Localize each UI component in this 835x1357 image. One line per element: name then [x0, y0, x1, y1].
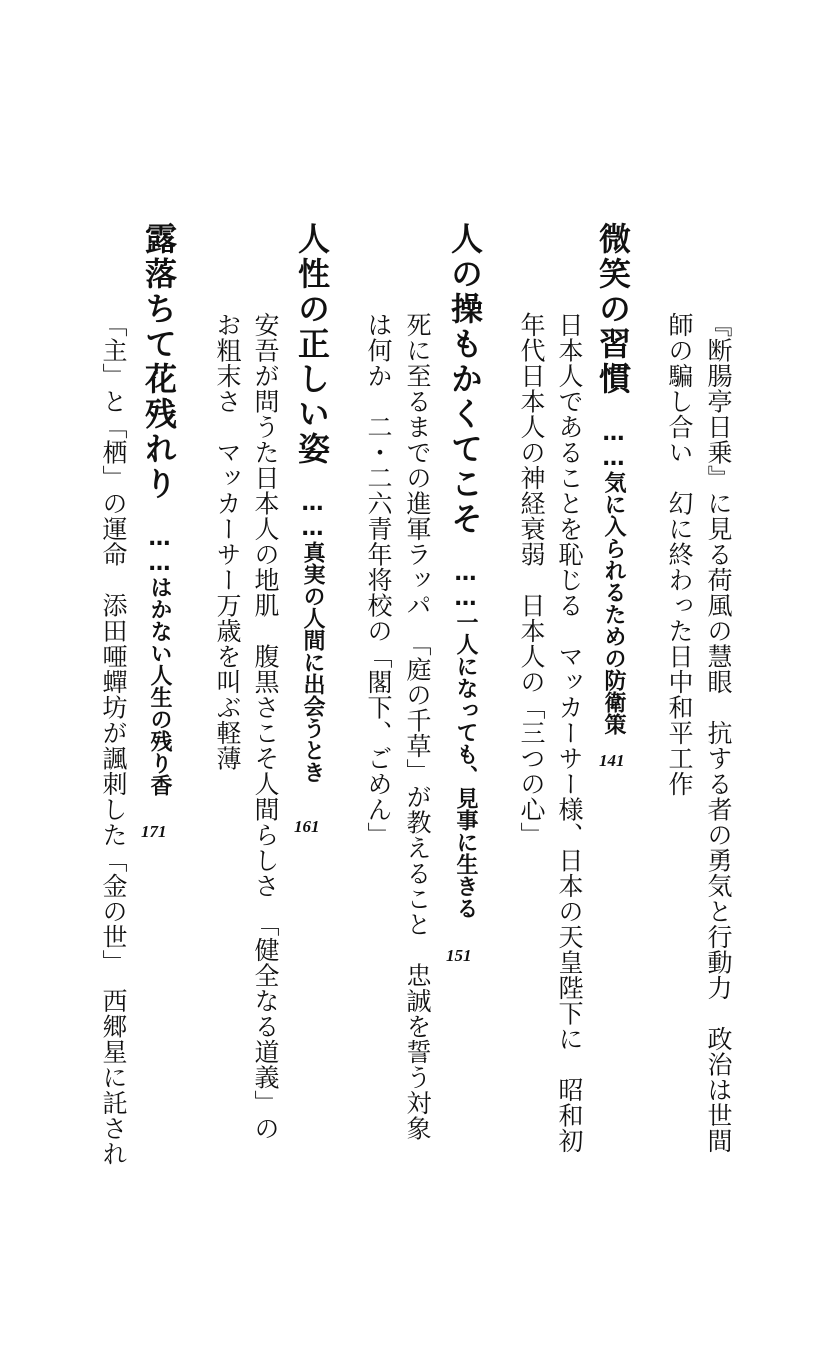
chapter-heading[interactable]: [293, 222, 331, 783]
page-number: 141: [599, 751, 625, 770]
toc-body-line: は何か 二・二六青年将校の「閣下、ごめん」: [364, 312, 393, 848]
chapter-subtitle: ……真実の人間に出会うとき: [300, 491, 325, 783]
chapter-title: 微笑の習慣: [594, 222, 632, 397]
chapter-heading[interactable]: [140, 222, 178, 796]
toc-body-line: 師の騙し合い 幻に終わった日中和平工作: [665, 312, 694, 797]
toc-body-line: 死に至るまでの進軍ラッパ 「庭の千草」が教えること 忠誠を誓う対象: [403, 312, 432, 1141]
chapter-title: 人の操もかくてこそ: [446, 222, 484, 537]
chapter-heading[interactable]: [446, 222, 484, 919]
chapter-subtitle: ……はかない人生の残り香: [147, 526, 172, 796]
chapter-title: 露落ちて花残れり: [140, 222, 178, 502]
toc-body-line: 日本人であることを恥じる マッカーサー様、日本の天皇陛下に 昭和初: [555, 312, 584, 1154]
chapter-subtitle: ……一人になっても、見事に生きる: [453, 561, 478, 919]
chapter-title: 人性の正しい姿: [293, 222, 331, 467]
page-number: 151: [446, 946, 472, 965]
toc-body-line: 『断腸亭日乗』に見る荷風の慧眼 抗する者の勇気と行動力 政治は世間: [704, 312, 733, 1154]
chapter-subtitle: ……気に入られるための防衛策: [601, 421, 626, 735]
toc-body-line: 安吾が問うた日本人の地肌 腹黒さこそ人間らしさ 「健全なる道義」の: [251, 312, 280, 1141]
page-number: 161: [294, 817, 320, 836]
chapter-heading[interactable]: [594, 222, 632, 735]
toc-body-line: 年代日本人の神経衰弱 日本人の「三つの心」: [517, 312, 546, 848]
toc-body-line: 「主」と「栖」の運命 添田唖蟬坊が諷刺した「金の世」 西郷星に託され: [99, 312, 128, 1167]
toc-body-line: お粗末さ マッカーサー万歳を叫ぶ軽薄: [213, 312, 242, 771]
page-number: 171: [141, 822, 167, 841]
